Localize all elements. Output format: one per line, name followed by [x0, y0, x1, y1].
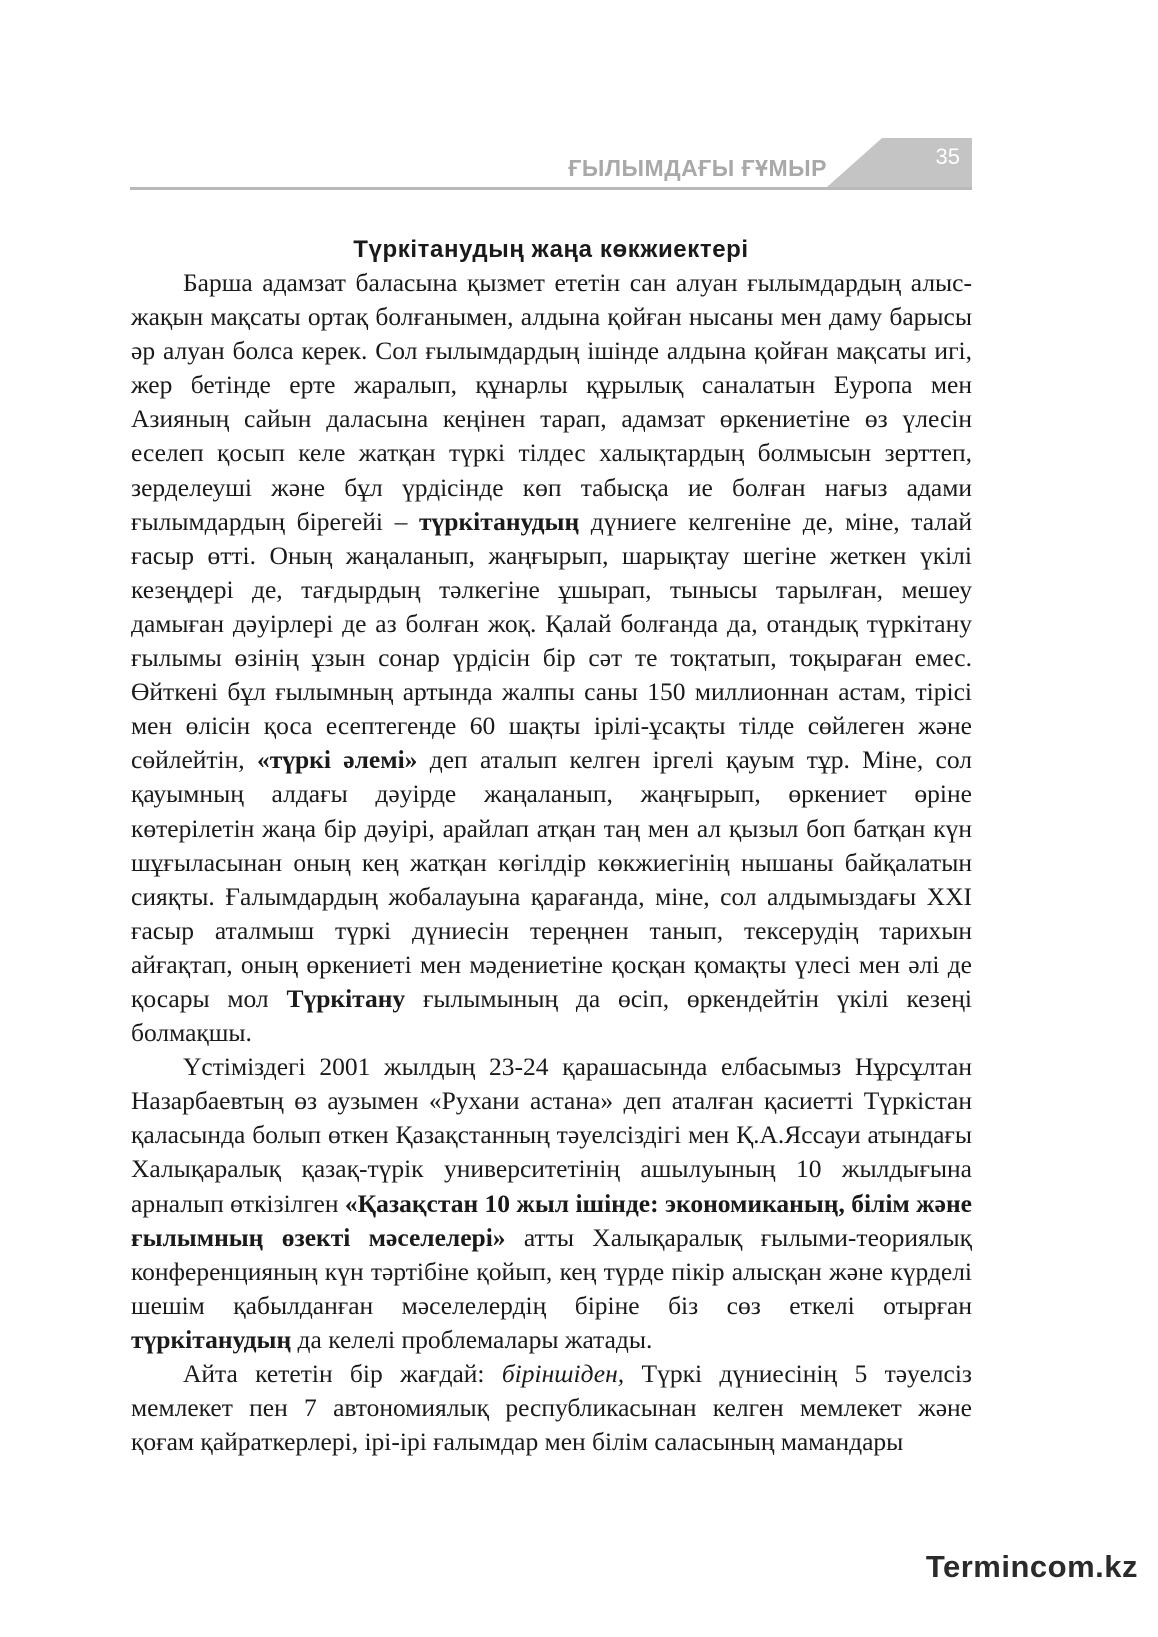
paragraph-2-bold-term: түркітанудың — [131, 1324, 292, 1354]
paragraph-1 — [131, 266, 972, 1050]
watermark-logo: Termincom.kz — [925, 1549, 1138, 1584]
paragraph-1-text-g: ғылымының да өсіп, өркендейтін үкілі кезеңі болмақшы. — [131, 983, 972, 1048]
paragraph-3-italic-first: біріншіден, — [501, 1359, 625, 1388]
paragraph-2-text-c: атты Халықаралық ғылыми-теориялық конференцияның күн тәртібіне қойып, кең түрде пікір алысқан және күрделі шешім қабылданған мәселелердің біріне біз сөз еткелі отырған — [131, 1222, 973, 1320]
paragraph-2-text-a: Үстіміздегі 2001 жылдың 23-24 қарашасында елбасымыз Нұрсұлтан Назарбаевтың өз аузымен «Рухани астана» деп аталған қасиетті Түркістан қаласында болып өткен Қазақстанның тәуелсіздігі мен Қ.А.Яссауи атындағы Халықаралық қазақ-түрік университетінің ашылуының 10 жылдығына арналып өткізілген — [131, 1052, 972, 1218]
header-rule — [130, 187, 972, 190]
article-body — [131, 266, 972, 1459]
paragraph-2-bold-conference: «Қазақстан 10 жыл ішінде: экономиканың, білім және ғылымның өзекті мәселелері» — [131, 1188, 972, 1252]
paragraph-3-text-a: Айта кететін бір жағдай: — [183, 1359, 502, 1388]
running-header-title: ҒЫЛЫМДАҒЫ ҒҰМЫР — [568, 155, 827, 181]
running-header — [130, 138, 972, 190]
paragraph-1-text-a: Барша адамзат баласына қызмет ететін сан алуан ғылымдардың алыс-жақын мақсаты ортақ болғанымен, алдына қойған нысаны мен даму барысы әр алуан болса керек. Сол ғылымдардың ішінде алдына қойған мақсаты игі, жер бетінде ерте жаралып, құнарлы құрылық саналатын Еуропа мен Азияның сайын даласына кеңінен тарап, адамзат өркениетіне өз үлесін еселеп қосып келе жатқан түркі тілдес халықтардың болмысын зерттеп, зерделеуші және бұл үрдісінде көп табысқа ие болған нағыз адами ғылымдардың бірегейі – — [131, 268, 972, 536]
paragraph-1-bold-turkology: Түркітану — [286, 983, 406, 1013]
paragraph-1-text-e: деп аталып келген іргелі қауым тұр. Міне, сол қауымның алдағы дәуірде жаңаланып, жаңғырып, өркениет өріне көтерілетін жаңа бір дәуірі, арайлап атқан таң мен ал қызыл боп батқан күн шұғыласынан оның кең жатқан көгілдір көкжиегінің нышаны байқалатын сияқты. Ғалымдардың жобалауына қарағанда, міне, сол алдымыздағы XXI ғасыр аталмыш түркі дүниесін тереңнен танып, тексерудің тарихын айғақтап, оның өркениеті мен мәдениетіне қосқан қомақты үлесі мен әлі де қосары мол — [131, 745, 972, 1013]
paragraph-1-bold-term: түркітанудың — [419, 506, 580, 536]
paragraph-3 — [131, 1357, 972, 1459]
paragraph-3-text-c: Түркі дүниесінің 5 тәуелсіз мемлекет пен 7 автономиялық республикасынан келген мемлекет және қоғам қайраткерлері, ірі-ірі ғалымдар мен білім саласының мамандары — [131, 1359, 972, 1457]
page-number: 35 — [935, 144, 960, 169]
paragraph-1-text-c: дүниеге келгеніне де, міне, талай ғасыр өтті. Оның жаңаланып, жаңғырып, шарықтау шегіне жеткен үкілі кезеңдері де, тағдырдың тәлкегіне ұшырап, тынысы тарылған, мешеу дамыған дәуірлері де аз болған жоқ. Қалай болғанда да, отандық түркітану ғылымы өзінің ұзын сонар үрдісін бір сәт те тоқтатып, тоқыраған емес. Өйткені бұл ғылымның артында жалпы саны 150 миллионнан астам, тірісі мен өлісін қоса есептегенде 60 шақты ірілі-ұсақты тілде сөйлеген және сөйлейтін, — [131, 506, 972, 775]
article-heading: Түркітанудың жаңа көкжиектері — [353, 236, 749, 263]
paragraph-2-text-e: да келелі проблемалары жатады. — [291, 1324, 653, 1354]
paragraph-1-bold-quote: «түркі әлемі» — [256, 745, 418, 775]
paragraph-2 — [131, 1050, 972, 1357]
